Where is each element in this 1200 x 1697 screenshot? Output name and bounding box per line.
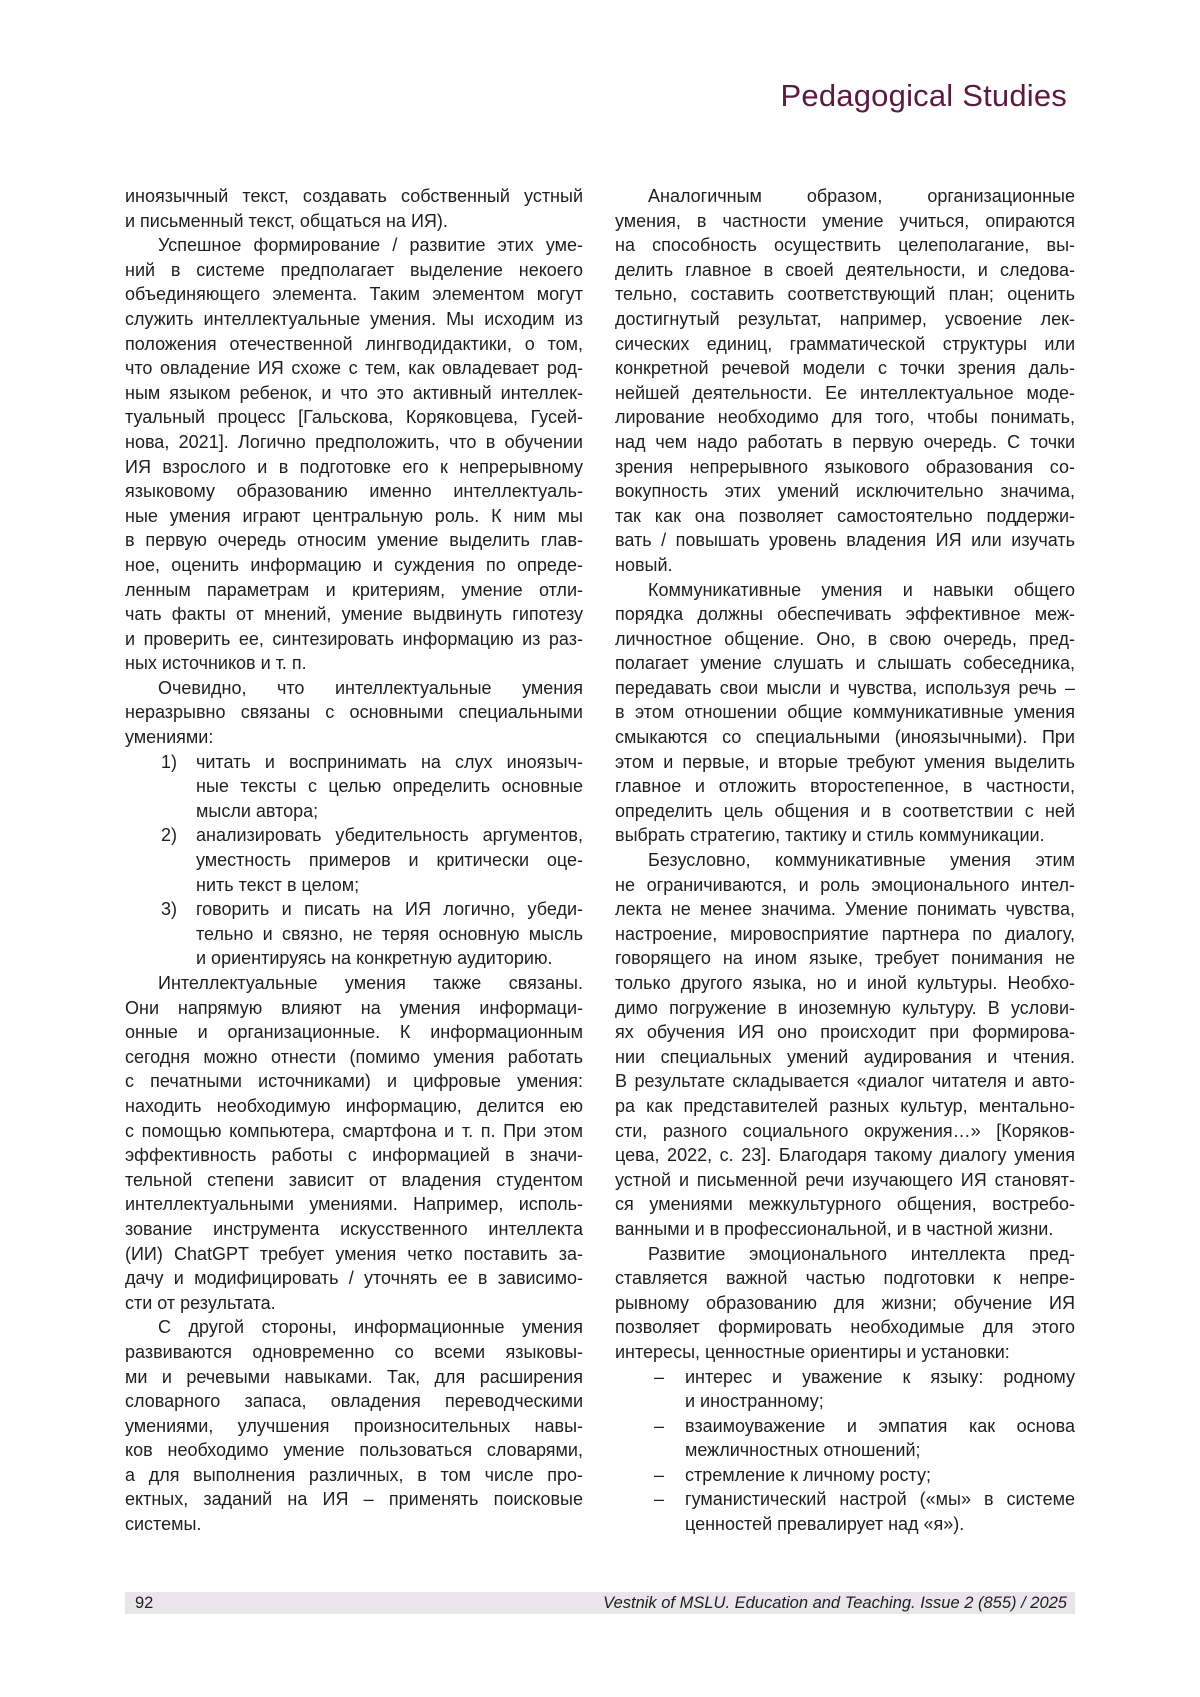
text-line: С другой стороны, информационные умения [158,1317,583,1338]
text-line: настроение, мировосприятие партнера по диалогу, [615,923,1075,944]
paragraph [615,848,1075,1242]
text-line: устной и письменной речи изучающего ИЯ становят- [615,1169,1075,1190]
text-line: умениями, улучшения произносительных навы- [125,1415,583,1436]
text-line: взаимоуважение и эмпатия как основа – [615,1414,1075,1439]
text-line: ИЯ взрослого и в подготовке его к непрерывному [125,456,583,477]
list-marker: 3) [161,899,178,920]
text-line: иноязычный текст, создавать собственный устный [125,186,583,206]
text-line: словарного запаса, овладения переводческими [125,1391,583,1412]
text-line: ное, оценить информацию и суждения по опреде- [125,554,583,575]
text-line: умения, в частности умение учиться, опираются [615,210,1075,231]
text-line: делить главное в своей деятельности, и следова- [615,259,1075,280]
text-line: (ИИ) ChatGPT требует умения четко поставить за- [125,1243,583,1264]
text-line: нова, 2021]. Логично предположить, что в обучении [125,431,583,452]
text-line: достигнутый результат, например, усвоение лек- [615,308,1075,329]
text-line: ра как представителей разных культур, ментально- [615,1095,1075,1116]
text-line: говорящего на ином языке, требует понимания не [615,948,1075,969]
text-line: сти, разного социального окружения…» [Коряков- [615,1120,1075,1141]
list-marker: – [654,1464,665,1485]
text-line: Интеллектуальные умения также связаны. [158,973,583,993]
text-line: главное и отложить второстепенное, в частности, [615,776,1075,797]
text-line: интерес и уважение к языку: родному – [615,1365,1075,1390]
text-line: ные тексты с целью определить основные [196,776,583,797]
text-line: мысли автора; [196,800,319,821]
text-line: лекта не менее значима. Умение понимать чувства, [615,899,1075,920]
text-line: уместность примеров и критически оце- [196,850,583,871]
text-line: туальный процесс [Гальскова, Коряковцева, Гусей- [125,407,583,428]
text-line: находить необходимую информацию, делится ею [125,1095,583,1116]
paragraph [615,578,1075,849]
list-item [125,897,583,971]
text-line: тельно и связно, не теряя основную мысль [196,923,583,944]
text-line: зование инструмента искусственного интеллекта [125,1218,583,1239]
text-line: ценностей превалирует над «я»). [685,1514,965,1535]
text-line: анализировать убедительность аргументов, 2) [125,823,583,848]
text-line: над чем надо работать в первую очередь. С точки [615,431,1075,452]
text-line: новый. [615,554,673,575]
text-line: читать и воспринимать на слух иноязыч- 1) [125,750,583,775]
text-line: нейшей деятельности. Ее интеллектуальное моде- [615,382,1075,403]
paragraph [125,233,583,676]
page-header-title: Pedagogical Studies [780,78,1067,113]
paragraph [125,1315,583,1536]
paragraph [125,676,583,750]
text-line: объединяющего элемента. Таким элементом могут [125,284,583,305]
text-line: дачу и модифицировать / уточнять ее в зависимо- [125,1268,583,1289]
text-line: вать / повышать уровень владения ИЯ или изучать [615,530,1075,551]
text-line: интересы, ценностные ориентиры и установки: [615,1341,1010,1362]
text-line: ях обучения ИЯ оно происходит при формирова- [615,1022,1075,1043]
text-line: развиваются одновременно со всеми языковы- [125,1341,583,1362]
text-line: эффективность работы с информацией в значи- [125,1145,583,1166]
text-line: димо погружение в иноземную культуру. В услови- [615,997,1075,1018]
text-line: языковому образованию именно интеллектуаль- [125,481,583,502]
text-line: говорить и писать на ИЯ логично, убеди- 3) [125,897,583,922]
text-line: ных источников и т. п. [125,653,307,674]
text-line: передавать свои мысли и чувства, используя речь – [615,677,1075,698]
text-line: так как она позволяет самостоятельно поддержи- [615,505,1075,526]
text-line: личностное общение. Оно, в свою очередь, пред- [615,628,1075,649]
list-item [615,1487,1075,1536]
paragraph [615,184,1075,578]
list-item [615,1365,1075,1414]
text-line: сти от результата. [125,1292,276,1313]
text-line: положения отечественной лингводидактики, о том, [125,333,583,354]
text-line: позволяет формировать необходимые для этого [615,1317,1075,1338]
text-line: чать факты от мнений, умение выдвинуть гипотезу [125,604,583,625]
text-line: вокупность этих умений исключительно значима, [615,481,1075,502]
text-line: сегодня можно отнести (помимо умения работать [125,1046,583,1067]
text-line: тельной степени зависит от владения студентом [125,1169,583,1190]
text-line: нить текст в целом; [196,874,360,895]
text-line: межличностных отношений; [685,1440,921,1461]
text-line: и ориентируясь на конкретную аудиторию. [196,948,553,969]
text-line: нии специальных умений аудирования и чтения. [615,1046,1075,1067]
text-line: умениями: [125,727,214,748]
text-line: Они напрямую влияют на умения информаци- [125,997,583,1018]
text-line: порядка должны обеспечивать эффективное меж- [615,604,1075,625]
text-line: Безусловно, коммуникативные умения этим [648,850,1075,871]
text-line: лирование необходимо для того, чтобы понимать, [615,407,1075,428]
text-line: с помощью компьютера, смартфона и т. п. При этом [125,1120,583,1141]
text-line: ные умения играют центральную роль. К ним мы [125,505,583,526]
text-line: в этом отношении общие коммуникативные умения [615,702,1075,723]
list-marker: 1) [161,751,178,772]
text-line: рывному образованию для жизни; обучение ИЯ [615,1292,1075,1313]
text-line: Коммуникативные умения и навыки общего [648,579,1075,600]
text-line: Очевидно, что интеллектуальные умения [158,677,583,698]
list-marker: – [654,1489,665,1510]
text-line: ми и речевыми навыками. Так, для расширения [125,1366,583,1387]
text-line: ставляется важной частью подготовки к непре- [615,1268,1075,1289]
text-line: гуманистический настрой («мы» в системе – [615,1487,1075,1512]
text-line: Развитие эмоционального интеллекта пред- [648,1243,1075,1264]
text-line: и письменный текст, общаться на ИЯ). [125,210,448,231]
paragraph [615,1242,1075,1365]
text-line: ектных, заданий на ИЯ – применять поисковые [125,1489,583,1510]
list-item [615,1463,1075,1488]
text-line: на способность осуществить целеполагание, вы- [615,235,1075,256]
text-line: ванными и в профессиональной, и в частной жизни. [615,1218,1054,1239]
text-line: ся умениями межкультурного общения, востребо- [615,1194,1075,1215]
text-line: сических единиц, грамматической структуры или [615,333,1075,354]
text-line: а для выполнения различных, в том числе про- [125,1464,583,1485]
text-line: и проверить ее, синтезировать информацию из раз- [125,628,583,649]
text-line: не ограничиваются, и роль эмоционального интел- [615,874,1075,895]
text-line: стремление к личному росту; – [615,1463,1075,1488]
text-line: интеллектуальными умениями. Например, исполь- [125,1194,583,1215]
right-column [615,184,1075,1537]
text-line: конкретной речевой модели с точки зрения даль- [615,358,1075,379]
list-marker: 2) [161,825,178,846]
footer-bar [125,1592,1075,1614]
text-line: системы. [125,1514,202,1535]
left-column [125,184,583,1537]
text-line: смыкаются со специальными (иноязычными). При [615,727,1075,748]
text-line: и иностранному; [685,1391,824,1412]
text-line: определить цель общения и в соответствии с ней [615,800,1075,821]
text-line: только другого языка, но и иной культуры. Необхо- [615,973,1075,993]
list-marker: – [654,1415,665,1436]
list-item [615,1414,1075,1463]
text-line: онные и организационные. К информационным [125,1022,583,1043]
text-line: цева, 2022, с. 23]. Благодаря такому диалогу умения [615,1145,1075,1166]
text-line: зрения непрерывного языкового образования со- [615,456,1075,477]
text-line: что овладение ИЯ схоже с тем, как овладевает род- [125,358,583,379]
page-number: 92 [135,1593,154,1612]
text-line: ков необходимо умение пользоваться словарями, [125,1440,583,1461]
paragraph [125,184,583,233]
paragraph [125,971,583,1315]
text-line: ний в системе предполагает выделение некоего [125,259,583,280]
text-line: В результате складывается «диалог читателя и авто- [615,1071,1075,1092]
text-line: в первую очередь относим умение выделить глав- [125,530,583,551]
text-line: этом и первые, и вторые требуют умения выделить [615,751,1075,772]
text-line: ленным параметрам и критериям, умение отли- [125,579,583,600]
text-line: служить интеллектуальные умения. Мы исходим из [125,308,583,329]
list-item [125,823,583,897]
text-line: Успешное формирование / развитие этих уме- [158,235,583,256]
list-marker: – [654,1366,665,1387]
text-line: ным языком ребенок, и что это активный интеллек- [125,382,583,403]
text-line: с печатными источниками) и цифровые умения: [125,1071,583,1092]
text-line: тельно, составить соответствующий план; оценить [615,284,1075,305]
text-line: неразрывно связаны с основными специальными [125,702,583,723]
text-line: полагает умение слушать и слышать собеседника, [615,653,1075,674]
journal-title: Vestnik of MSLU. Education and Teaching. Issue 2 (855) / 2025 [603,1593,1067,1612]
text-line: выбрать стратегию, тактику и стиль коммуникации. [615,825,1045,846]
list-item [125,750,583,824]
text-line: Аналогичным образом, организационные [648,186,1075,206]
